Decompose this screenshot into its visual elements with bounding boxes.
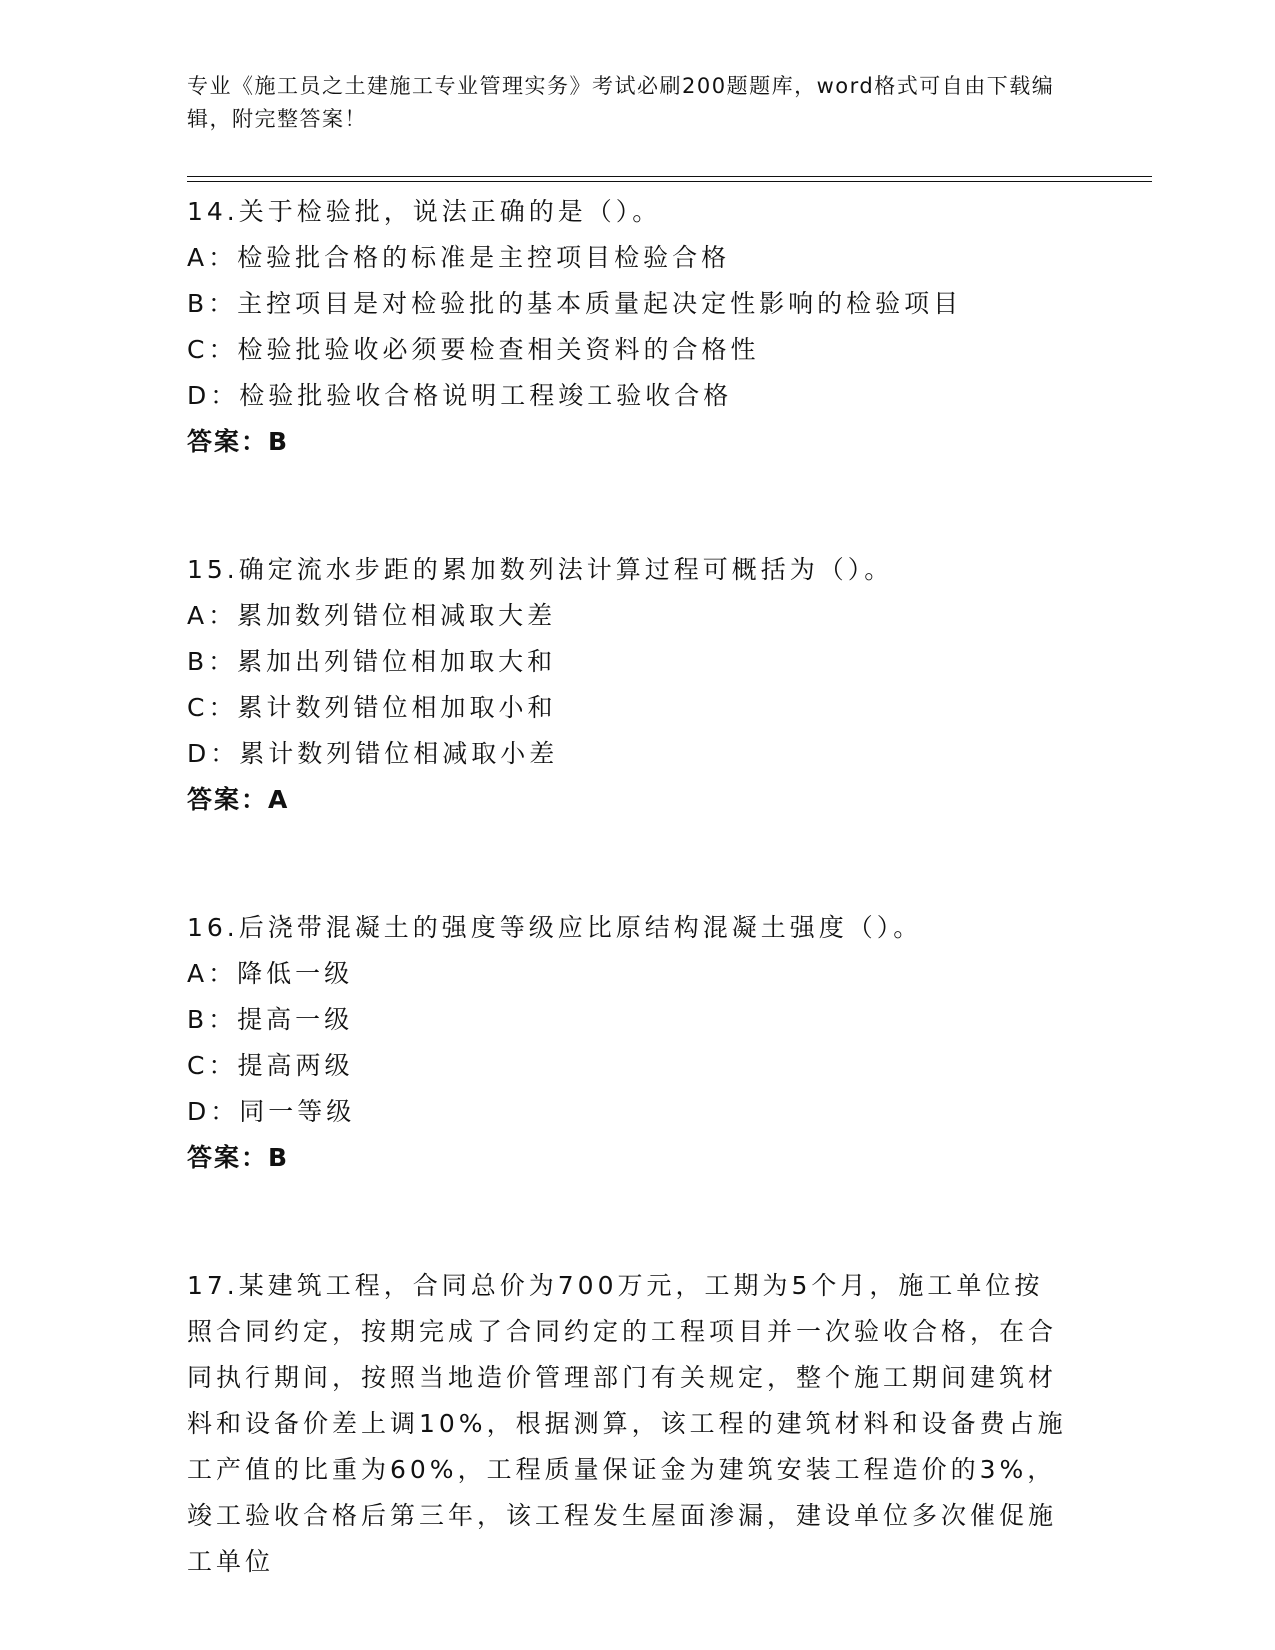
question-stem: 16.后浇带混凝土的强度等级应比原结构混凝土强度（）。 — [187, 913, 923, 942]
spacer — [187, 823, 1087, 905]
question-17 — [187, 1263, 1087, 1585]
option-a: A：降低一级 — [187, 959, 354, 988]
option-a: A：累加数列错位相减取大差 — [187, 601, 557, 630]
option-b: B：提高一级 — [187, 1005, 354, 1034]
answer: 答案：B — [187, 1143, 290, 1172]
header-rule-top — [187, 176, 1152, 177]
option-c: C：检验批验收必须要检查相关资料的合格性 — [187, 335, 760, 364]
document-header: 专业《施工员之土建施工专业管理实务》考试必刷200题题库，word格式可自由下载编辑，附完整答案！ — [187, 74, 1055, 131]
answer: 答案：A — [187, 785, 290, 814]
option-c: C：提高两级 — [187, 1051, 354, 1080]
question-stem: 17.某建筑工程，合同总价为700万元，工期为5个月，施工单位按照合同约定，按期完成了合同约定的工程项目并一次验收合格，在合同执行期间，按照当地造价管理部门有关规定，整个施工期间建筑材料和设备价差上调10%，根据测算，该工程的建筑材料和设备费占施工产值的比重为60%，工程质量保证金为建筑安装工程造价的3%，竣工验收合格后第三年，该工程发生屋面渗漏，建设单位多次催促施工单位 — [187, 1271, 1067, 1576]
question-16 — [187, 905, 1087, 1181]
question-15 — [187, 547, 1087, 823]
answer: 答案：B — [187, 427, 290, 456]
option-d: D：累计数列错位相减取小差 — [187, 739, 559, 768]
question-list — [187, 189, 1087, 1585]
option-d: D：检验批验收合格说明工程竣工验收合格 — [187, 381, 733, 410]
spacer — [187, 465, 1087, 547]
question-14 — [187, 189, 1087, 465]
question-stem: 15.确定流水步距的累加数列法计算过程可概括为（）。 — [187, 555, 894, 584]
option-b: B：主控项目是对检验批的基本质量起决定性影响的检验项目 — [187, 289, 963, 318]
option-b: B：累加出列错位相加取大和 — [187, 647, 557, 676]
question-stem: 14.关于检验批，说法正确的是（）。 — [187, 197, 662, 226]
option-c: C：累计数列错位相加取小和 — [187, 693, 557, 722]
option-d: D：同一等级 — [187, 1097, 356, 1126]
header-rule-bottom — [187, 181, 1152, 182]
option-a: A：检验批合格的标准是主控项目检验合格 — [187, 243, 731, 272]
spacer — [187, 1181, 1087, 1263]
